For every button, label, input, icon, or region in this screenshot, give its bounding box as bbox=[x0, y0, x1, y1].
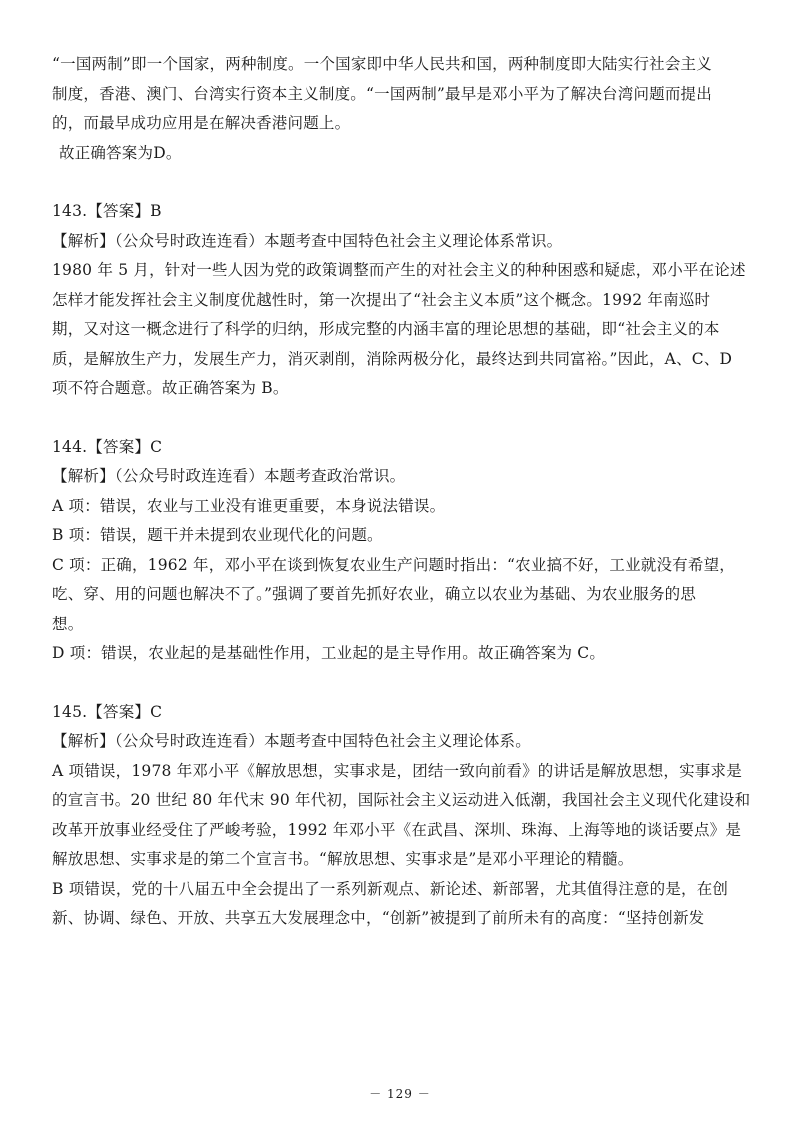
analysis-heading-144: 【解析】（公众号时政连连看）本题考查政治常识。 bbox=[52, 467, 406, 485]
option-b-explanation: 新、协调、绿色、开放、共享五大发展理念中，“创新”被提到了前所未有的高度：“坚持创新发 bbox=[52, 909, 705, 927]
analysis-heading-143: 【解析】（公众号时政连连看）本题考查中国特色社会主义理论体系常识。 bbox=[52, 231, 563, 250]
question-143 bbox=[52, 197, 757, 404]
page-number: － 129 － bbox=[369, 1087, 431, 1101]
option-d-explanation: D 项：错误，农业起的是基础性作用，工业起的是主导作用。故正确答案为 C。 bbox=[52, 644, 606, 662]
option-c-explanation: 吃、穿、用的问题也解决不了。”强调了要首先抓好农业，确立以农业为基础、为农业服务的思 bbox=[52, 585, 697, 603]
answer-heading-143: 143.【答案】B bbox=[52, 202, 162, 220]
intro-line: 制度，香港、澳门、台湾实行资本主义制度。“一国两制”最早是邓小平为了解决台湾问题而提出 bbox=[52, 84, 712, 103]
intro-line: “一国两制”即一个国家，两种制度。一个国家即中华人民共和国，两种制度即大陆实行社会主义 bbox=[52, 55, 712, 73]
analysis-line: 质，是解放生产力，发展生产力，消灭剥削，消除两极分化，最终达到共同富裕。”因此，A、C、D bbox=[52, 349, 733, 368]
analysis-heading-145: 【解析】（公众号时政连连看）本题考查中国特色社会主义理论体系。 bbox=[52, 732, 531, 750]
question-144 bbox=[52, 433, 757, 669]
option-c-explanation: C 项：正确，1962 年，邓小平在谈到恢复农业生产问题时指出：“农业搞不好，工业就没有希望， bbox=[52, 555, 735, 574]
intro-section bbox=[52, 50, 757, 168]
question-145 bbox=[52, 698, 757, 934]
option-c-explanation: 想。 bbox=[52, 614, 84, 633]
option-b-explanation: B 项：错误，题干并未提到农业现代化的问题。 bbox=[52, 526, 383, 544]
analysis-line: 怎样才能发挥社会主义制度优越性时，第一次提出了“社会主义本质”这个概念。1992 年南巡时 bbox=[52, 290, 711, 309]
option-a-explanation: 改革开放事业经受住了严峻考验，1992 年邓小平《在武昌、深圳、珠海、上海等地的谈话要点》是 bbox=[52, 820, 742, 839]
analysis-line: 1980 年 5 月，针对一些人因为党的政策调整而产生的对社会主义的种种困惑和疑虑，邓小平在论述 bbox=[52, 261, 746, 279]
intro-conclusion: 故正确答案为D。 bbox=[59, 143, 182, 162]
option-a-explanation: A 项错误，1978 年邓小平《解放思想，实事求是，团结一致向前看》的讲话是解放思想，实事求是 bbox=[52, 761, 742, 780]
answer-heading-145: 145.【答案】C bbox=[52, 702, 163, 721]
option-a-explanation: 的宣言书。20 世纪 80 年代末 90 年代初，国际社会主义运动进入低潮，我国社会主义现代化建设和 bbox=[52, 791, 751, 809]
analysis-line: 项不符合题意。故正确答案为 B。 bbox=[52, 379, 289, 397]
intro-line: 的，而最早成功应用是在解决香港问题上。 bbox=[52, 114, 351, 132]
option-a-explanation: 解放思想、实事求是的第二个宣言书。“解放思想、实事求是”是邓小平理论的精髓。 bbox=[52, 850, 634, 868]
option-a-explanation: A 项：错误，农业与工业没有谁更重要，本身说法错误。 bbox=[52, 496, 446, 515]
option-b-explanation: B 项错误，党的十八届五中全会提出了一系列新观点、新论述、新部署，尤其值得注意的是，在创 bbox=[52, 879, 729, 898]
answer-heading-144: 144.【答案】C bbox=[52, 437, 163, 456]
analysis-line: 期，又对这一概念进行了科学的归纳，形成完整的内涵丰富的理论思想的基础，即“社会主义的本 bbox=[52, 320, 720, 338]
document-page bbox=[52, 50, 757, 934]
